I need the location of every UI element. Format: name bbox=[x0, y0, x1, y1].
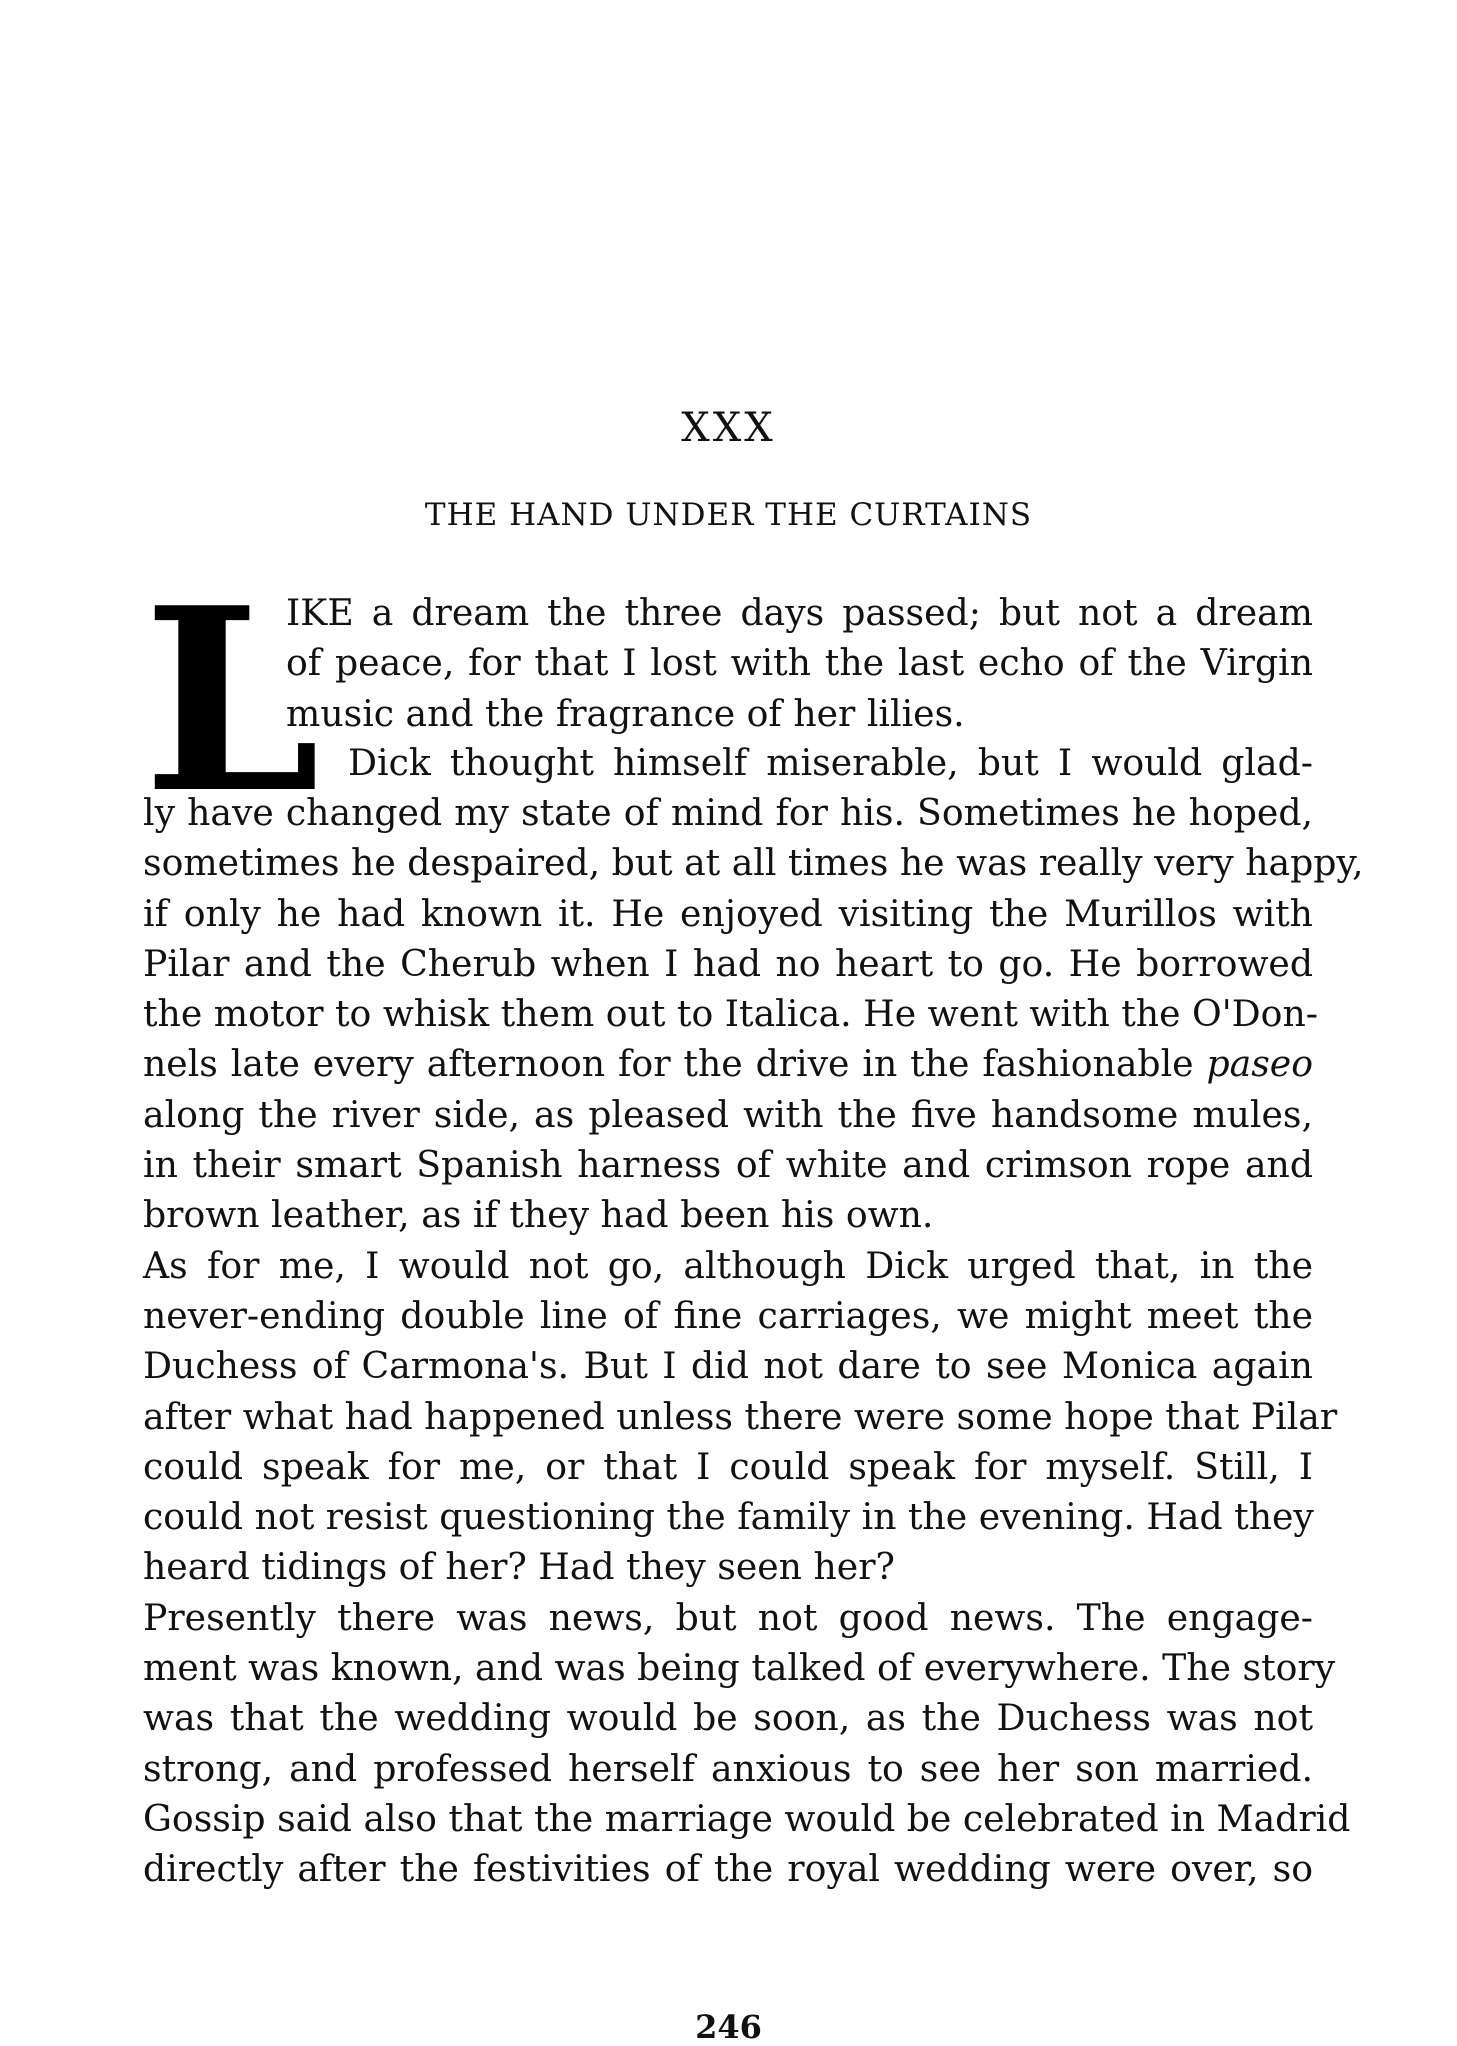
drop-cap: L bbox=[143, 553, 321, 849]
text-line: strong, and professed herself anxious to see her son married. bbox=[143, 1746, 1313, 1790]
opening-paragraph bbox=[286, 588, 1313, 739]
text-line: Pilar and the Cherub when I had no heart to go. He borrowed bbox=[143, 941, 1313, 985]
text-line: could not resist questioning the family in the evening. Had they bbox=[143, 1495, 1314, 1539]
text-line: the motor to whisk them out to Italica. He went with the O'Don- bbox=[143, 992, 1318, 1036]
text-line: brown leather, as if they had been his own. bbox=[143, 1193, 934, 1237]
text-line: of peace, for that I lost with the last echo of the Virgin bbox=[286, 641, 1313, 685]
text-line: directly after the festivities of the royal wedding were over, so bbox=[143, 1847, 1313, 1891]
text-line: heard tidings of her? Had they seen her? bbox=[143, 1545, 895, 1589]
text-line: could speak for me, or that I could speak for myself. Still, I bbox=[143, 1444, 1313, 1488]
text-line: IKE a dream the three days passed; but not a dream bbox=[286, 591, 1313, 634]
text-line: Gossip said also that the marriage would be celebrated in Madrid bbox=[143, 1796, 1351, 1840]
text-line: along the river side, as pleased with the five handsome mules, bbox=[143, 1092, 1313, 1136]
paragraph-start bbox=[348, 738, 1313, 788]
page-number: 246 bbox=[695, 2008, 762, 2046]
text-line: Duchess of Carmona's. But I did not dare to see Monica again bbox=[143, 1344, 1313, 1388]
text-fragment: nels late every afternoon for the drive in the fashionable bbox=[143, 1042, 1207, 1086]
text-line: Presently there was news, but not good news. The engage- bbox=[143, 1595, 1313, 1639]
text-line: after what had happened unless there were some hope that Pilar bbox=[143, 1394, 1338, 1438]
chapter-number: XXX bbox=[681, 405, 776, 451]
text-line: ment was known, and was being talked of everywhere. The story bbox=[143, 1646, 1336, 1690]
text-line: if only he had known it. He enjoyed visiting the Murillos with bbox=[143, 891, 1313, 935]
italic-word: paseo bbox=[1206, 1042, 1313, 1086]
text-line: music and the fragrance of her lilies. bbox=[286, 691, 965, 735]
text-line: ly have changed my state of mind for his. Sometimes he hoped, bbox=[143, 791, 1313, 834]
text-line: was that the wedding would be soon, as the Duchess was not bbox=[143, 1696, 1313, 1740]
body-text bbox=[143, 788, 1364, 1895]
text-line: Dick thought himself miserable, but I would glad- bbox=[348, 741, 1313, 784]
text-line: never-ending double line of fine carriages, we might meet the bbox=[143, 1293, 1313, 1337]
text-line: As for me, I would not go, although Dick urged that, in the bbox=[143, 1243, 1313, 1287]
text-line-with-italic bbox=[143, 1039, 1313, 1089]
chapter-title: THE HAND UNDER THE CURTAINS bbox=[424, 497, 1033, 533]
text-line: sometimes he despaired, but at all times he was really very happy, bbox=[143, 841, 1364, 885]
text-line: in their smart Spanish harness of white and crimson rope and bbox=[143, 1143, 1313, 1187]
